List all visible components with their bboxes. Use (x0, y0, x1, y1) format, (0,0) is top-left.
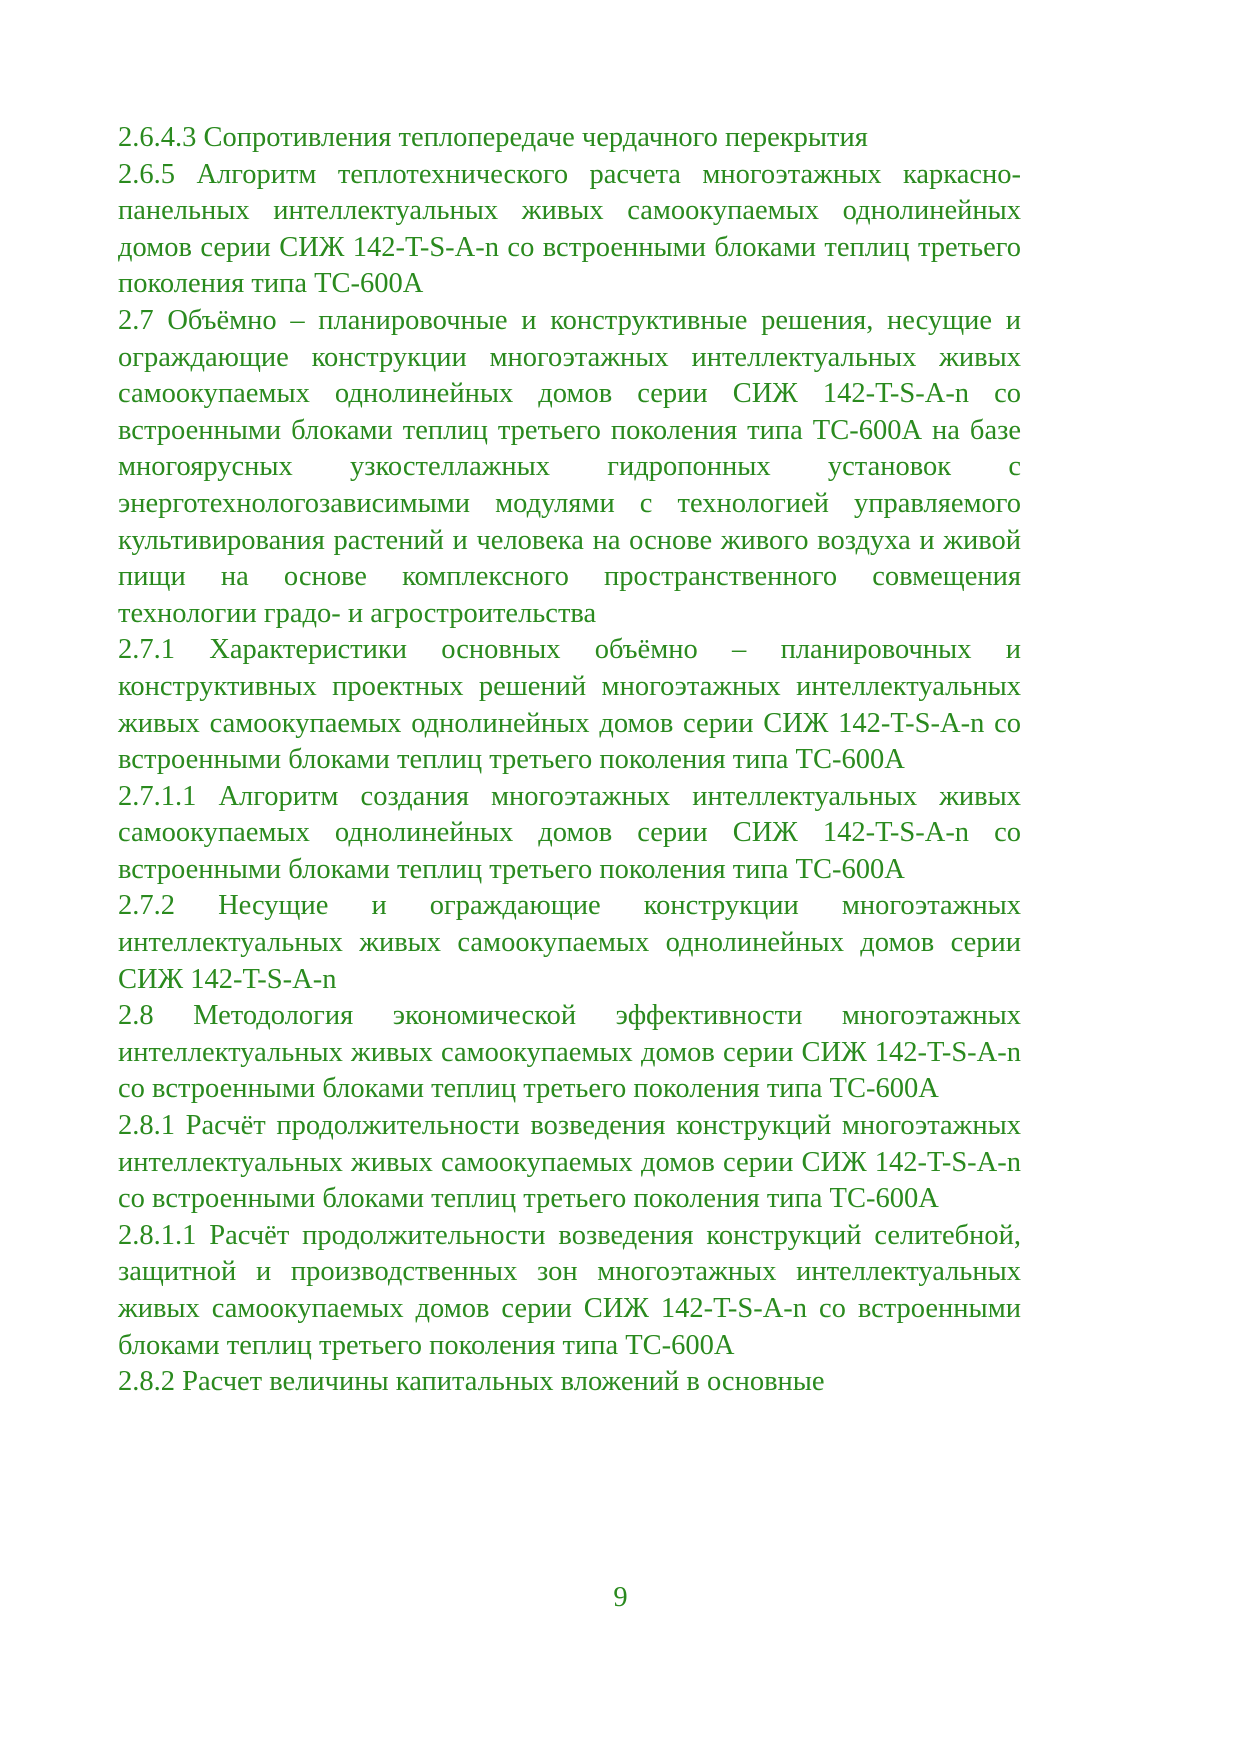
table-of-contents (118, 120, 1021, 1401)
page-number: 9 (613, 1582, 628, 1613)
toc-entry-2-7: 2.7 Объёмно – планировочные и конструктивные решения, несущие и ограждающие конструкции многоэтажных интеллектуальных живых самоокупаемых однолинейных домов серии СИЖ 142-T-S-A-n со встроенными блоками теплиц третьего поколения типа ТС-600А на базе многоярусных узкостеллажных гидропонных установок с энерготехнологозависимыми модулями с технологией управляемого культивирования растений и человека на основе живого воздуха и живой пищи на основе комплексного пространственного совмещения технологии градо- и агростроительства (118, 304, 1021, 629)
toc-entry-2-8-1: 2.8.1 Расчёт продолжительности возведения конструкций многоэтажных интеллектуальных живых самоокупаемых домов серии СИЖ 142-T-S-A-n со встроенными блоками теплиц третьего поколения типа ТС-600А (118, 1110, 1021, 1215)
toc-entry-2-8-2: 2.8.2 Расчет величины капитальных вложений в основные (118, 1366, 825, 1398)
toc-entry-2-7-1-1: 2.7.1.1 Алгоритм создания многоэтажных интеллектуальных живых самоокупаемых однолинейных домов серии СИЖ 142-T-S-A-n со встроенными блоками теплиц третьего поколения типа ТС-600А (118, 780, 1021, 885)
toc-entry-2-7-1: 2.7.1 Характеристики основных объёмно – планировочных и конструктивных проектных решений многоэтажных интеллектуальных живых самоокупаемых однолинейных домов серии СИЖ 142-T-S-A-n со встроенными блоками теплиц третьего поколения типа ТС-600А (118, 634, 1021, 776)
toc-entry-2-6-4-3: 2.6.4.3 Сопротивления теплопередаче чердачного перекрытия (118, 122, 868, 153)
toc-entry-2-8-1-1: 2.8.1.1 Расчёт продолжительности возведения конструкций селитебной, защитной и производственных зон многоэтажных интеллектуальных живых самоокупаемых домов серии СИЖ 142-T-S-A-n со встроенными блоками теплиц третьего поколения типа ТС-600А (118, 1219, 1021, 1361)
toc-entry-2-8: 2.8 Методология экономической эффективности многоэтажных интеллектуальных живых самоокупаемых домов серии СИЖ 142-T-S-A-n со встроенными блоками теплиц третьего поколения типа ТС-600А (118, 1000, 1021, 1105)
toc-entry-2-7-2: 2.7.2 Несущие и ограждающие конструкции многоэтажных интеллектуальных живых самоокупаемых однолинейных домов серии СИЖ 142-T-S-A-n (118, 890, 1021, 995)
toc-entry-2-6-5: 2.6.5 Алгоритм теплотехнического расчета многоэтажных каркасно-панельных интеллектуальных живых самоокупаемых однолинейных домов серии СИЖ 142-T-S-A-n со встроенными блоками теплиц третьего поколения типа ТС-600А (118, 158, 1021, 300)
